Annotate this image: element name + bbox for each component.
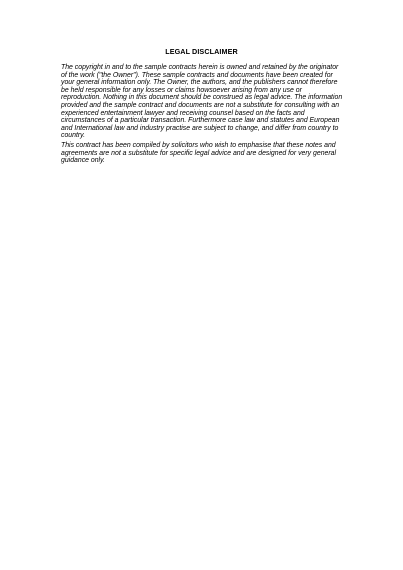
disclaimer-paragraph-solicitors: This contract has been compiled by solicitors who wish to emphasise that these notes and agreements are not a substitute for specific legal advice and are designed for very general guidance only. [61, 142, 337, 165]
disclaimer-paragraph-copyright: The copyright in and to the sample contracts herein is owned and retained by the originator of the work ("the Owner"). These sample contracts and documents have been created for your general information only. The Owner, the authors, and the publishers cannot therefore be held responsible for any losses or claims howsoever arising from any use or reproduction. Nothing in this document should be construed as legal advice. The information provided and the sample contract and documents are not a substitute for consulting with an experienced entertainment lawyer and receiving counsel based on the facts and circumstances of a particular transaction. Furthermore case law and statutes and European and International law and industry practise are subject to change, and differ from country to country. [61, 64, 343, 140]
page-title: LEGAL DISCLAIMER [165, 47, 238, 56]
